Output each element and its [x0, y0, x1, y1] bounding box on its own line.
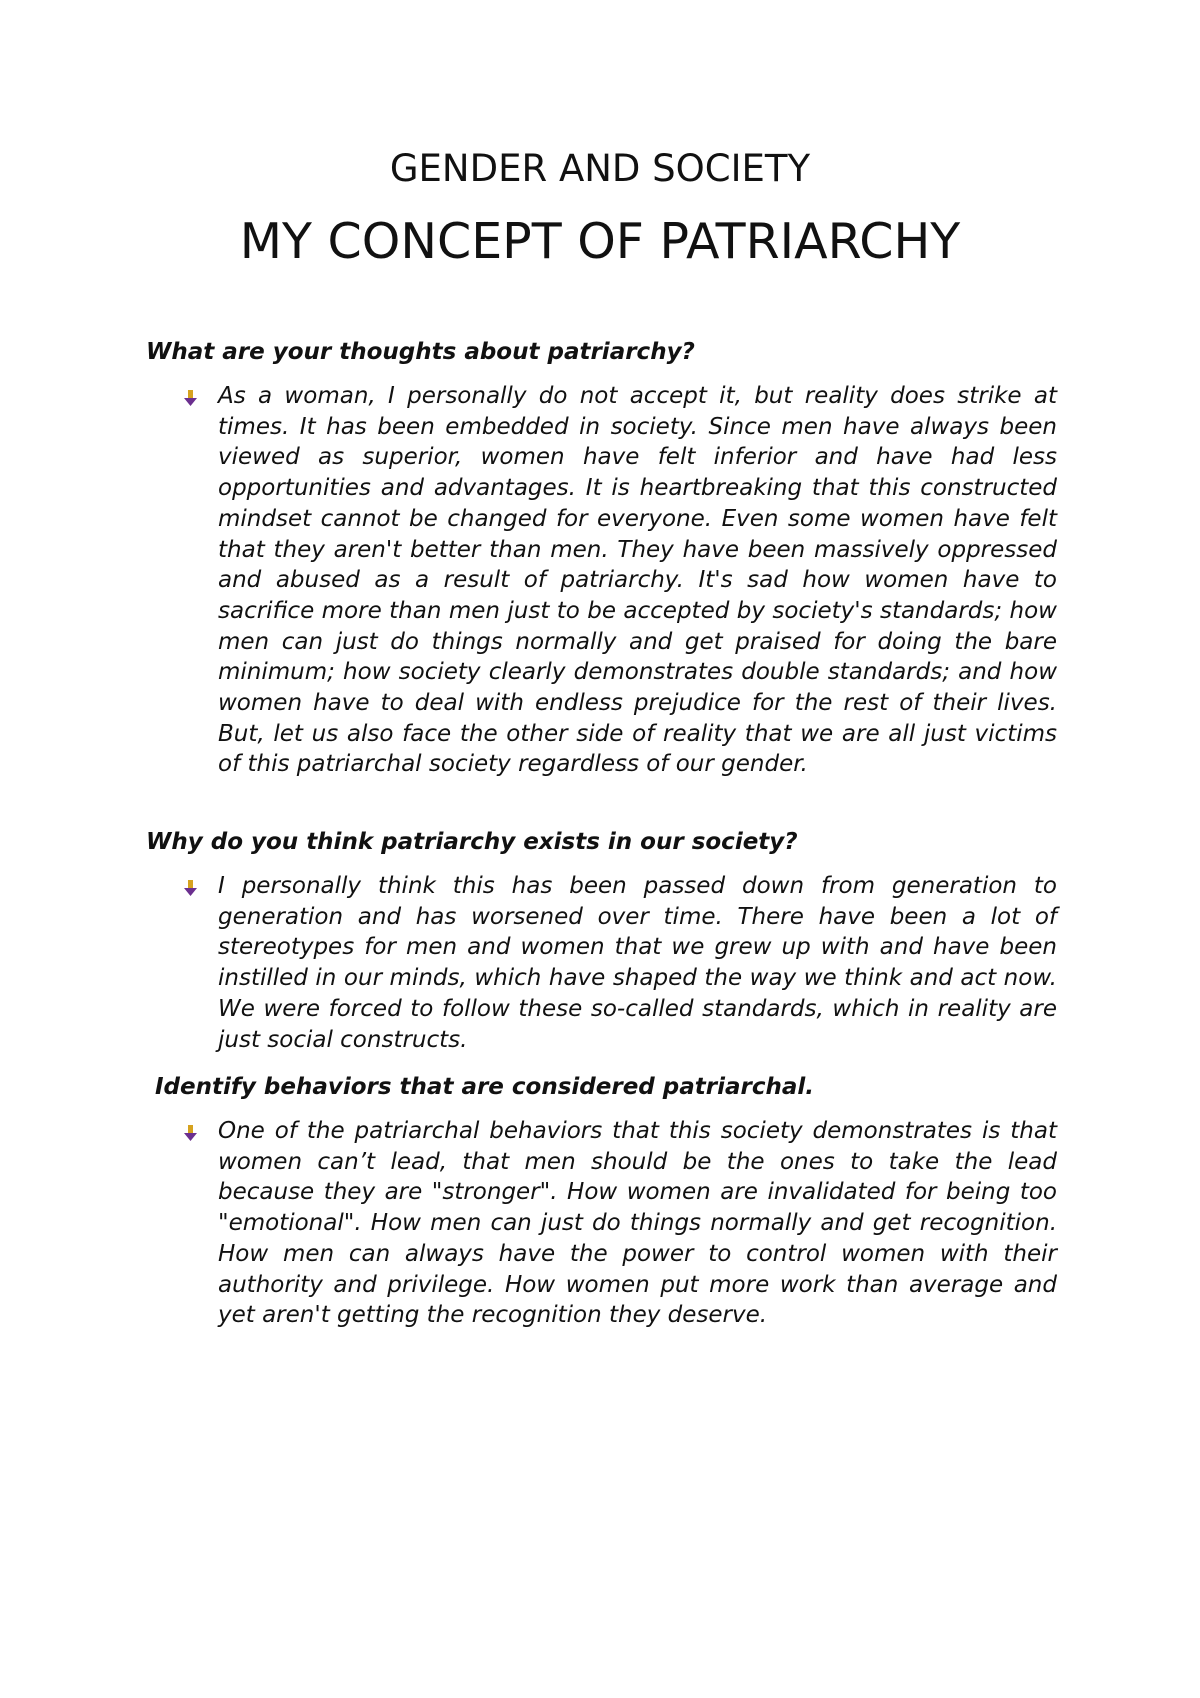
answer-paragraph-1: As a woman, I personally do not accept it, but reality does strike at times. It has been embedded in society. Since men have always been viewed as superior, women have felt inferior and have had less opportunities and advantages. It is heartbreaking that this constructed mindset cannot be changed for everyone. Even some women have felt that they aren't better than men. They have been massively oppressed and abused as a result of patriarchy. It's sad how women have to sacrifice more than men just to be accepted by society's standards; how men can just do things normally and get praised for doing the bare minimum; how society clearly demonstrates double standards; and how women have to deal with endless prejudice for the rest of their lives. But, let us also face the other side of reality that we are all just victims of this patriarchal society regardless of our gender. — [218, 383, 1057, 778]
question-heading-3: Identify behaviors that are considered patriarchal. — [155, 1074, 814, 1100]
answer-paragraph-2: I personally think this has been passed down from generation to generation and has worsened over time. There have been a lot of stereotypes for men and women that we grew up with and have been instilled in our minds, which have shaped the way we think and act now. We were forced to follow these so-called standards, which in reality are just social constructs. — [218, 873, 1057, 1053]
arrow-down-bullet-icon — [183, 879, 199, 897]
question-heading-1: What are your thoughts about patriarchy? — [146, 339, 695, 365]
arrow-down-bullet-icon — [183, 389, 199, 407]
answer-paragraph-3: One of the patriarchal behaviors that this society demonstrates is that women can’t lead, that men should be the ones to take the lead because they are "stronger". How women are invalidated for being too "emotional". How men can just do things normally and get recognition. How men can always have the power to control women with their authority and privilege. How women put more work than average and yet aren't getting the recognition they deserve. — [218, 1118, 1057, 1329]
subject-title: GENDER AND SOCIETY — [389, 147, 811, 190]
question-heading-2: Why do you think patriarchy exists in our society? — [146, 829, 798, 855]
main-title: MY CONCEPT OF PATRIARCHY — [239, 213, 961, 270]
arrow-down-bullet-icon — [183, 1124, 199, 1142]
